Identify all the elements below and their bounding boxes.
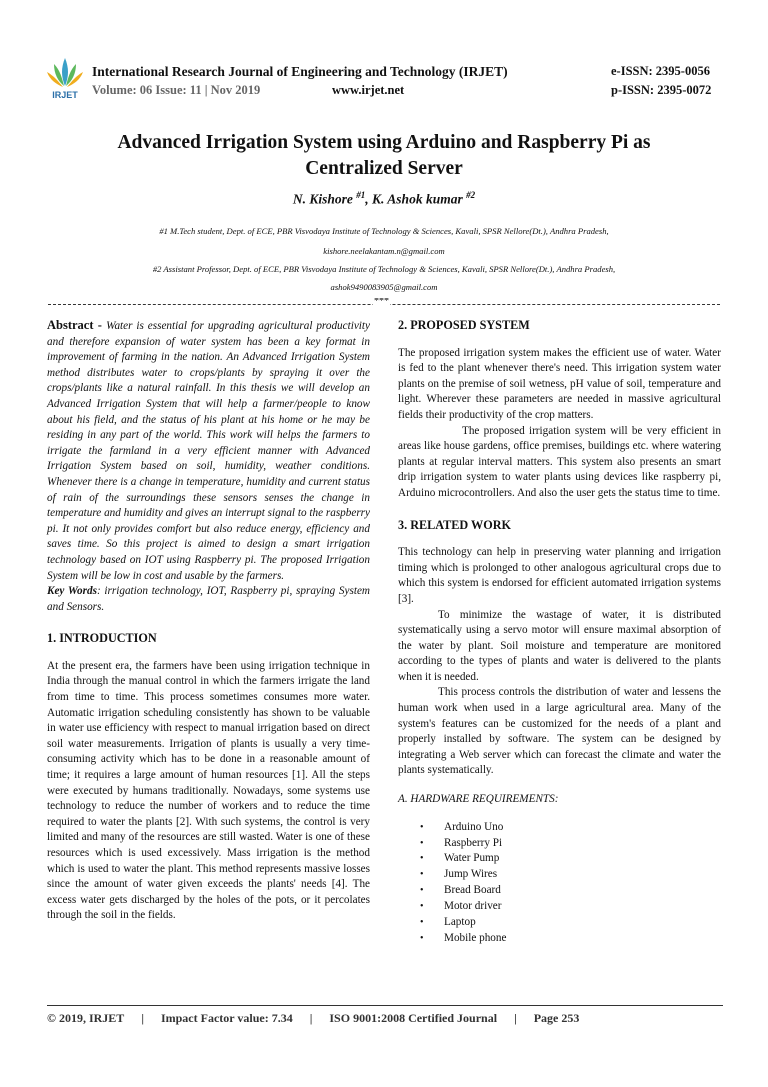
- author-2: K. Ashok kumar: [372, 191, 467, 207]
- email-1: kishore.neelakantam.n@gmail.com: [323, 246, 445, 256]
- list-item-label: Mobile phone: [444, 931, 507, 944]
- list-item: [420, 883, 721, 899]
- keywords-text: irrigation technology, IOT, Raspberry pi, spraying System and Sensors.: [47, 585, 370, 613]
- logo-text: IRJET: [52, 90, 78, 100]
- keywords-colon: :: [96, 585, 101, 598]
- footer-impact-factor: Impact Factor value: 7.34: [160, 1011, 293, 1025]
- bullet-icon: •: [420, 837, 424, 849]
- affiliation-1: #1 M.Tech student, Dept. of ECE, PBR Visvodaya Institute of Technology & Sciences, Kavali, SPSR Nellore(Dt.), Andhra Pradesh,: [159, 226, 609, 236]
- list-item-label: Laptop: [444, 916, 476, 929]
- bullet-icon: •: [420, 885, 424, 897]
- list-item-label: Jump Wires: [444, 868, 498, 881]
- bullet-icon: •: [420, 853, 424, 865]
- list-item-label: Water Pump: [444, 852, 500, 865]
- journal-title: International Research Journal of Engineering and Technology (IRJET): [92, 64, 508, 79]
- bullet-icon: •: [420, 901, 424, 913]
- title-line-1: Advanced Irrigation System using Arduino and Raspberry Pi as: [117, 132, 651, 153]
- e-issn: e-ISSN: 2395-0056: [611, 64, 710, 78]
- list-item-label: Arduino Uno: [444, 820, 504, 833]
- bullet-icon: •: [420, 821, 424, 833]
- footer: [47, 1011, 579, 1026]
- footer-rule: [47, 1005, 723, 1006]
- keywords-label: Key Words: [47, 585, 97, 598]
- author-1-marker: #1: [356, 190, 366, 200]
- related-work-heading: 3. RELATED WORK: [398, 517, 511, 532]
- separator-stars: ***: [374, 298, 389, 307]
- keywords: [47, 584, 370, 615]
- email-2: ashok9490083905@gmail.com: [330, 282, 438, 292]
- abstract-label: Abstract -: [47, 318, 107, 332]
- list-item: [420, 851, 721, 867]
- paper-title: [60, 130, 708, 182]
- hardware-heading: A. HARDWARE REQUIREMENTS:: [398, 793, 559, 806]
- related-paragraph-3: This process controls the distribution of water and lessens the human work when used in a large agricultural area. Many of the system's features can be customized for the needs of a plant and properly installed by software. The system can be designed by integrating a Web server which can forecast the climate and water the plants systematically.: [398, 686, 721, 777]
- footer-copyright: © 2019, IRJET: [47, 1011, 125, 1025]
- related-paragraph-2: To minimize the wastage of water, it is distributed systematically using a servo motor will ensure maximal absorption of the water by plant. Soil moisture and temperature are monitored according to the types of plants and water is delivered to the plants when it is needed.: [398, 608, 721, 683]
- footer-page-number: Page 253: [533, 1011, 580, 1025]
- list-item-label: Motor driver: [444, 900, 502, 913]
- list-item: [420, 820, 721, 836]
- affiliation-2: #2 Assistant Professor, Dept. of ECE, PBR Visvodaya Institute of Technology & Sciences, Kavali, SPSR Nellore(Dt.), Andhra Pradesh,: [152, 264, 616, 274]
- proposed-system-heading: 2. PROPOSED SYSTEM: [398, 318, 530, 332]
- bullet-icon: •: [420, 869, 424, 881]
- list-item: [420, 915, 721, 931]
- author-1: N. Kishore: [292, 191, 357, 207]
- footer-divider: |: [141, 1011, 144, 1025]
- list-item: [420, 931, 721, 947]
- list-item: [420, 867, 721, 883]
- introduction-heading: 1. INTRODUCTION: [47, 631, 157, 646]
- hardware-list: [398, 820, 721, 947]
- left-column: [47, 318, 370, 924]
- volume-issue: Volume: 06 Issue: 11 | Nov 2019: [92, 83, 261, 97]
- introduction-text: At the present era, the farmers have been using irrigation technique in India through the manual control in which the farmers irrigate the land from time to time. This process sometimes consumes more water. Automatic irrigation scheduling consistently has shown to be valuable in water use efficiency with respect to manual irrigation based on direct soil water measurements. Irrigation of plants is usually a very time-consuming activity which has to be done in a reasonable amount of time; it requires a large amount of human resources [1]. All the steps were executed by humans traditionally. Nowadays, some systems use technology to reduce the number of workers and to reduce the time required to water the plants [2]. With such systems, the control is very limited and many of the resources are still wasted. Water is one of these resources which is used excessively. Mass irrigation is the method which is used to water the plant. This method represents massive losses since the amount of water given exceeds the plants' needs [4]. The excess water gets discharged by the holes of the pots, or it percolates through the soil in the fields.: [47, 659, 370, 922]
- p-issn: p-ISSN: 2395-0072: [611, 83, 712, 97]
- journal-url[interactable]: www.irjet.net: [332, 83, 405, 97]
- proposed-paragraph-1: The proposed irrigation system makes the efficient use of water. Water is fed to the plant whenever there's need. This irrigation system water plants on the premise of soil wetness, pH value of soil, temperature and light. Wherever these parameters are needed in massive agricultural fields their productivity of the crop matters.: [398, 346, 721, 421]
- proposed-paragraph-2: The proposed irrigation system will be very efficient in areas like house gardens, office premises, buildings etc. where watering plants at regular interval matters. This system also presents an smart drip irrigation system to water plants using devices like raspberry pi, Arduino microcontrollers. And also the user gets the status time to time.: [398, 424, 721, 499]
- footer-divider: |: [514, 1011, 517, 1025]
- irjet-logo: [44, 54, 86, 100]
- right-column: [398, 318, 721, 947]
- authors: [60, 190, 708, 208]
- list-item: [420, 836, 721, 852]
- abstract: [47, 318, 370, 584]
- abstract-text: Water is essential for upgrading agricultural productivity and therefore expansion of water system has been a key format in improvement of farming in the nation. An Advanced Irrigation System method distributes water to crops/plants by spraying it over the crops/plants like a natural rainfall. In this thesis we will develop an Advanced Irrigation System that will help a farmer/people to know about his field, and the status of his plant at his home or he may be residing in any part of the world. This work will helps the farmers to irrigate the farmland in a very efficient manner with Advanced Irrigation System based on soil, humidity, weather conditions. Whenever there is a change in temperature, humidity and current status of rain of the surroundings these sensors senses the change in temperature and humidity and gives an interrupt signal to the raspberry pi. It not only provides comfort but also reduce energy, efficiency and saves time. So this project is aimed to design a smart irrigation technology based on IOT using Raspberry pi. The proposed Irrigation System will be low in cost and usable by the farmers.: [47, 320, 370, 582]
- footer-divider: |: [309, 1011, 313, 1025]
- bullet-icon: •: [420, 932, 424, 944]
- section-separator: [48, 298, 720, 310]
- footer-iso: ISO 9001:2008 Certified Journal: [329, 1011, 498, 1025]
- bullet-icon: •: [420, 917, 424, 929]
- list-item: [420, 899, 721, 915]
- related-paragraph-1: This technology can help in preserving water planning and irrigation timing which is prolonged to other analogous agricultural crops due to which this system is endorsed for efficient automated irrigation systems [3].: [398, 546, 721, 605]
- author-2-marker: #2: [466, 190, 476, 200]
- list-item-label: Raspberry Pi: [444, 836, 503, 849]
- list-item-label: Bread Board: [444, 884, 501, 897]
- author-separator: ,: [365, 191, 373, 207]
- title-line-2: Centralized Server: [305, 158, 463, 179]
